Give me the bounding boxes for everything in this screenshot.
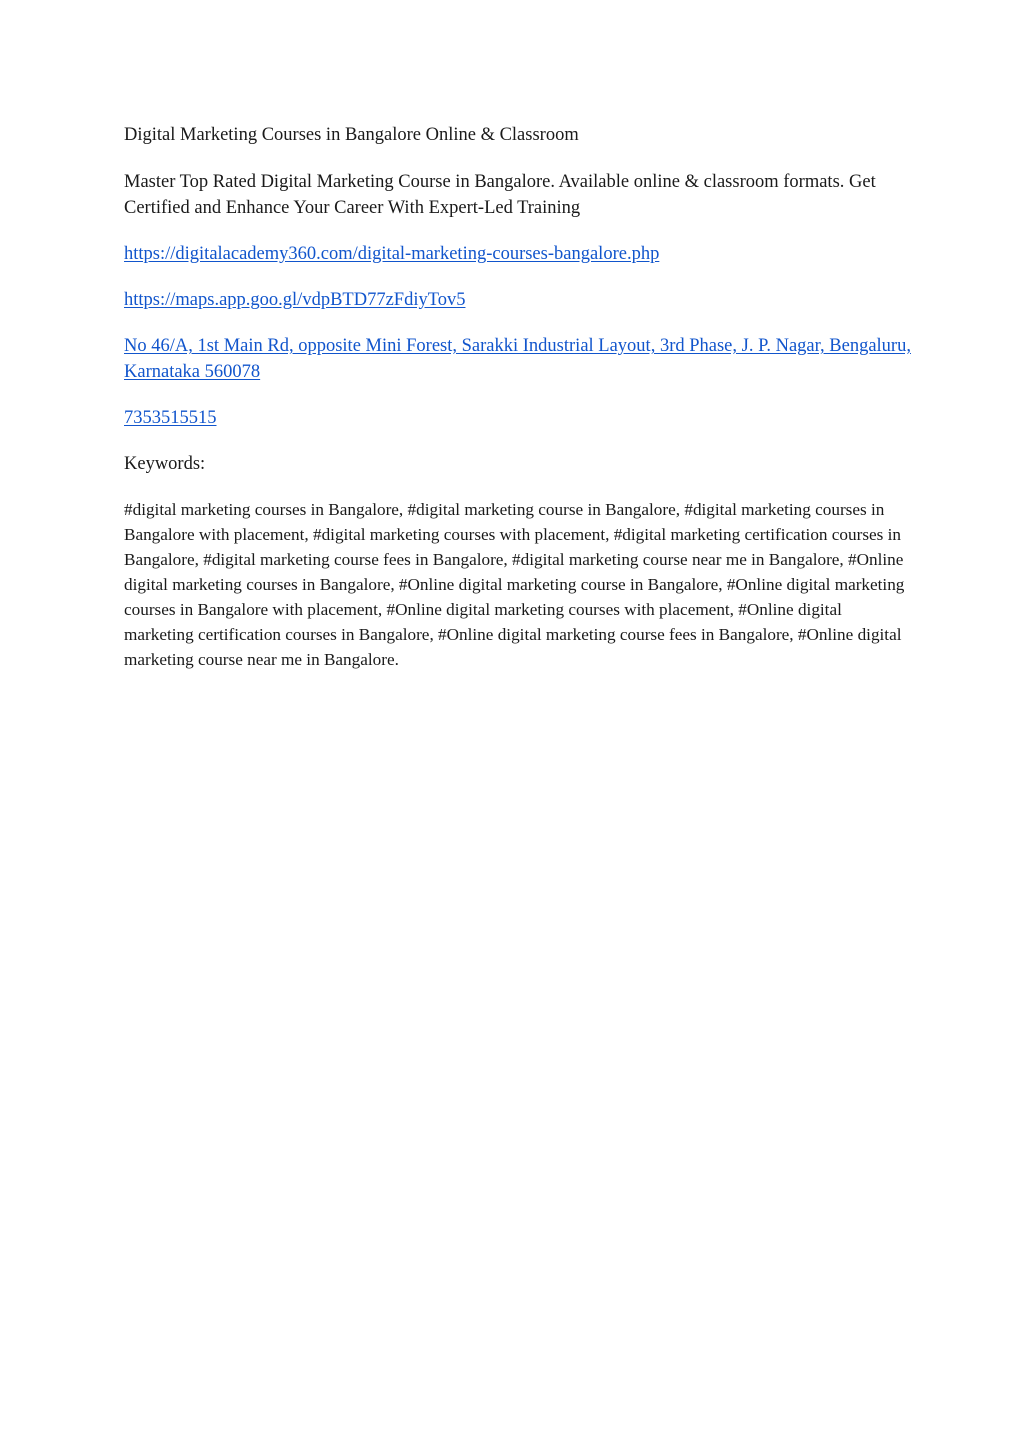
keywords-text: #digital marketing courses in Bangalore, #digital marketing course in Bangalore, #digital marketing courses in Bangalore with placement, #digital marketing courses with placement, #digital marketing certification courses in Bangalore, #digital marketing course fees in Bangalore, #digital marketing course near me in Bangalore, #Online digital marketing courses in Bangalore, #Online digital marketing course in Bangalore, #Online digital marketing courses in Bangalore with placement, #Online digital marketing courses with placement, #Online digital marketing certification courses in Bangalore, #Online digital marketing course fees in Bangalore, #Online digital marketing course near me in Bangalore. bbox=[124, 500, 905, 669]
maps-link[interactable]: https://maps.app.goo.gl/vdpBTD77zFdiyTov5 bbox=[124, 290, 466, 310]
address-link-paragraph bbox=[124, 333, 914, 385]
intro-paragraph: Master Top Rated Digital Marketing Course in Bangalore. Available online & classroom formats. Get Certified and Enhance Your Career With Expert-Led Training bbox=[124, 172, 876, 218]
address-link[interactable]: No 46/A, 1st Main Rd, opposite Mini Forest, Sarakki Industrial Layout, 3rd Phase, J. P. Nagar, Bengaluru, Karnataka 560078 bbox=[124, 336, 911, 382]
phone-link-paragraph bbox=[124, 405, 914, 431]
keywords-label: Keywords: bbox=[124, 454, 206, 474]
document-page bbox=[124, 122, 914, 672]
document-title: Digital Marketing Courses in Bangalore Online & Classroom bbox=[124, 125, 579, 145]
maps-link-paragraph bbox=[124, 287, 914, 313]
website-link[interactable]: https://digitalacademy360.com/digital-marketing-courses-bangalore.php bbox=[124, 244, 660, 264]
phone-link[interactable]: 7353515515 bbox=[124, 408, 217, 428]
website-link-paragraph bbox=[124, 241, 914, 267]
